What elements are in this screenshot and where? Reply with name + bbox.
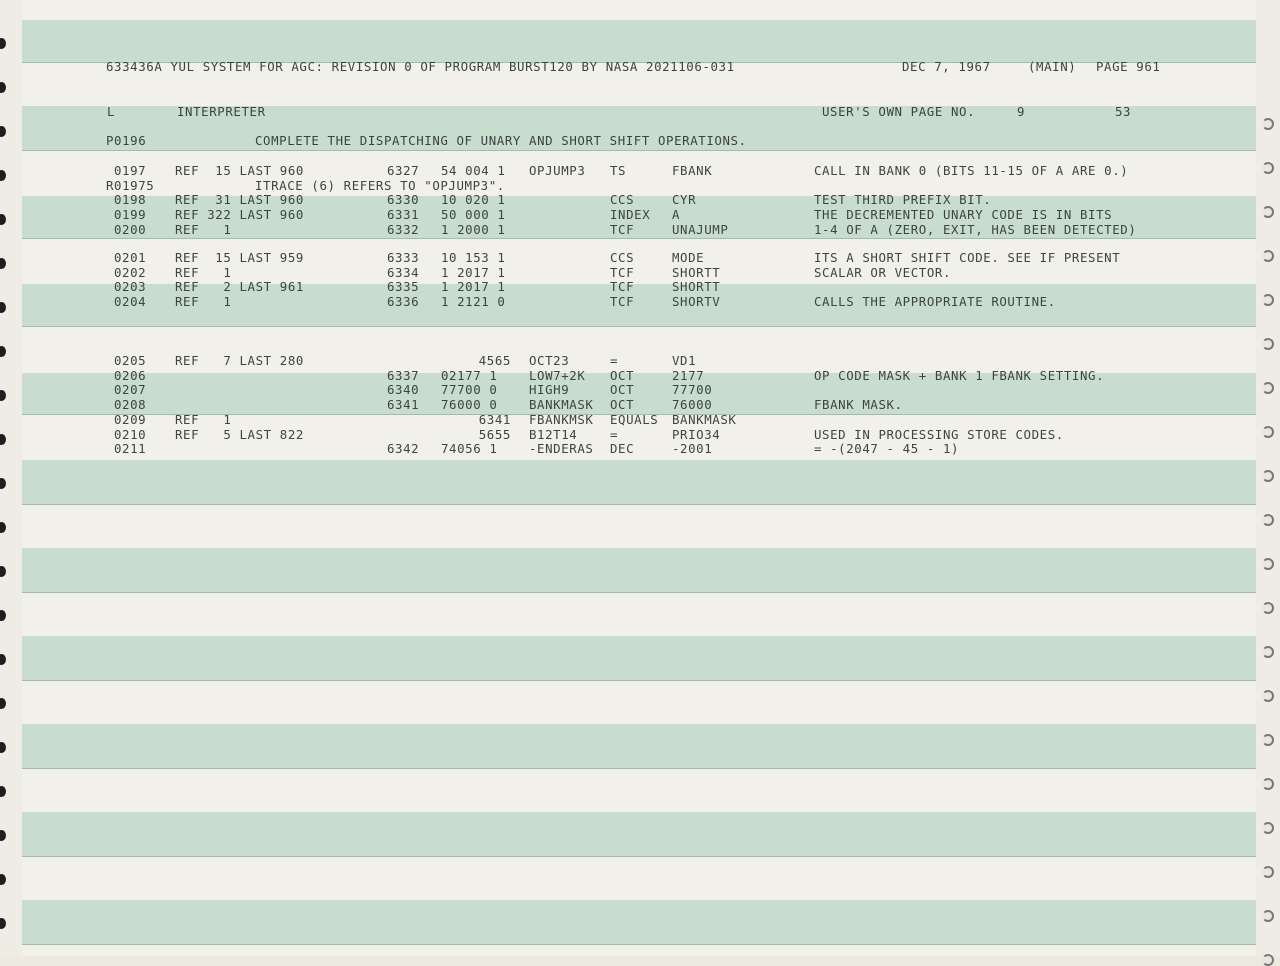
field-ref: REF 15 LAST 959: [175, 250, 304, 265]
greenbar-band: [22, 900, 1256, 944]
field-word: 1 2017 1: [441, 264, 506, 280]
field-addr: 6341: [387, 397, 420, 413]
listing-line: [22, 369, 1256, 383]
field-comment: USED IN PROCESSING STORE CODES.: [814, 426, 1064, 442]
feed-hole: [1262, 118, 1274, 130]
field-operand: MODE: [672, 250, 705, 265]
feed-hole: [0, 786, 6, 797]
line-sequence-number: 0200: [114, 221, 147, 237]
field-loc: -ENDERAS: [529, 441, 594, 457]
line-sequence-number: 0197: [114, 163, 147, 178]
field-loc: FBANKMSK: [529, 411, 594, 427]
field-op: =: [610, 426, 619, 442]
right-page-code: 53: [1115, 104, 1132, 119]
feed-hole: [1262, 162, 1274, 174]
field-op: OCT: [610, 397, 635, 413]
header-date: DEC 7, 1967: [902, 59, 991, 74]
field-word: 4565: [478, 353, 511, 368]
field-ref: REF 1: [175, 221, 232, 237]
field-loc: B12T14: [529, 426, 578, 442]
line-sequence-number: 0209: [114, 411, 147, 427]
feed-hole: [1262, 910, 1274, 922]
feed-hole: [1262, 734, 1274, 746]
field-operand: A: [672, 207, 681, 223]
field-ref: REF 7 LAST 280: [175, 353, 304, 368]
feed-hole: [1262, 250, 1274, 262]
field-comment: FBANK MASK.: [814, 397, 903, 413]
feed-hole: [0, 830, 6, 841]
field-operand: UNAJUMP: [672, 221, 729, 237]
greenbar-band: [22, 548, 1256, 592]
field-op: TCF: [610, 294, 635, 310]
feed-hole: [1262, 558, 1274, 570]
field-comment: TEST THIRD PREFIX BIT.: [814, 192, 992, 208]
field-op: TCF: [610, 279, 635, 295]
listing-line: [22, 251, 1256, 265]
listing-line: [22, 266, 1256, 280]
field-operand: SHORTV: [672, 294, 721, 310]
listing-line: [22, 179, 1256, 193]
feed-hole: [0, 522, 6, 533]
field-op: TCF: [610, 221, 635, 237]
listing-line: [22, 398, 1256, 412]
field-comment: ITS A SHORT SHIFT CODE. SEE IF PRESENT: [814, 250, 1121, 265]
feed-hole: [0, 38, 6, 49]
greenbar-band: [22, 724, 1256, 768]
listing-line: [22, 354, 1256, 368]
field-operand: SHORTT: [672, 264, 721, 280]
feed-hole: [1262, 206, 1274, 218]
greenbar-band: [22, 460, 1256, 504]
field-operand: 2177: [672, 367, 705, 383]
field-addr: 6331: [387, 207, 420, 223]
field-word: 54 004 1: [441, 163, 506, 178]
field-operand: VD1: [672, 353, 697, 368]
feed-hole: [0, 698, 6, 709]
feed-hole: [1262, 822, 1274, 834]
feed-hole: [0, 126, 6, 137]
field-addr: 6335: [387, 279, 420, 295]
field-word: 5655: [478, 426, 511, 442]
field-addr: 6336: [387, 294, 420, 310]
field-op: OCT: [610, 382, 635, 398]
page-rule-line: [22, 592, 1256, 593]
line-sequence-number: 0204: [114, 294, 147, 310]
greenbar-band: [22, 812, 1256, 856]
field-addr: 6342: [387, 441, 420, 457]
field-op: INDEX: [610, 207, 651, 223]
line-sequence-number: 0202: [114, 264, 147, 280]
feed-hole: [1262, 426, 1274, 438]
field-word: 76000 0: [441, 397, 498, 413]
field-op: CCS: [610, 250, 635, 265]
feed-hole: [0, 874, 6, 885]
header-page-number: PAGE 961: [1096, 59, 1161, 74]
field-loc: HIGH9: [529, 382, 570, 398]
field-ref: REF 31 LAST 960: [175, 192, 304, 208]
field-comment: THE DECREMENTED UNARY CODE IS IN BITS: [814, 207, 1113, 223]
field-operand: SHORTT: [672, 279, 721, 295]
field-ref: REF 15 LAST 960: [175, 163, 304, 178]
listing-line: [22, 193, 1256, 207]
header-system-line: 633436A YUL SYSTEM FOR AGC: REVISION 0 OF PROGRAM BURST120 BY NASA 2021106-031: [106, 59, 735, 74]
line-sequence-number: 0203: [114, 279, 147, 295]
page-rule-line: [22, 680, 1256, 681]
feed-hole: [0, 610, 6, 621]
feed-hole: [1262, 470, 1274, 482]
field-operand: 76000: [672, 397, 713, 413]
field-addr: 6340: [387, 382, 420, 398]
feed-hole: [0, 566, 6, 577]
left-feed-strip: [0, 0, 22, 956]
listing-line: [22, 208, 1256, 222]
field-op: OCT: [610, 367, 635, 383]
field-op: TS: [610, 163, 627, 178]
feed-hole: [0, 302, 6, 313]
feed-hole: [1262, 690, 1274, 702]
listing-line: [22, 164, 1256, 178]
line-sequence-number: 0205: [114, 353, 147, 368]
field-operand: -2001: [672, 441, 713, 457]
page-comment-id: P0196: [106, 133, 147, 148]
field-operand: CYR: [672, 192, 697, 208]
field-word: 6341: [478, 411, 511, 427]
listing-line: [22, 383, 1256, 397]
line-sequence-number: 0206: [114, 367, 147, 383]
feed-hole: [1262, 602, 1274, 614]
feed-hole: [1262, 338, 1274, 350]
line-sequence-number: 0198: [114, 192, 147, 208]
feed-hole: [0, 742, 6, 753]
listing-line: [22, 295, 1256, 309]
field-word: 1 2000 1: [441, 221, 506, 237]
field-word: 10 153 1: [441, 250, 506, 265]
header-module: (MAIN): [1028, 59, 1077, 74]
feed-hole: [0, 390, 6, 401]
page-rule-line: [22, 856, 1256, 857]
line-sequence-number: 0201: [114, 250, 147, 265]
field-op: EQUALS: [610, 411, 659, 427]
page-rule-line: [22, 504, 1256, 505]
field-ref: REF 2 LAST 961: [175, 279, 304, 295]
field-ref: REF 5 LAST 822: [175, 426, 304, 442]
field-operand: PRIO34: [672, 426, 721, 442]
feed-hole: [0, 258, 6, 269]
field-op: =: [610, 353, 619, 368]
listing-line: [22, 223, 1256, 237]
field-addr: 6330: [387, 192, 420, 208]
feed-hole: [0, 918, 6, 929]
field-word: 02177 1: [441, 367, 498, 383]
line-sequence-number: 0211: [114, 441, 147, 457]
field-ref: REF 322 LAST 960: [175, 207, 304, 223]
page-rule-line: [22, 238, 1256, 239]
feed-hole: [1262, 294, 1274, 306]
listing-line: [22, 428, 1256, 442]
field-comment: 1-4 OF A (ZERO, EXIT, HAS BEEN DETECTED): [814, 221, 1137, 237]
field-operand: FBANK: [672, 163, 713, 178]
field-loc: OPJUMP3: [529, 163, 586, 178]
line-sequence-number: R01975: [106, 177, 155, 193]
section-title: INTERPRETER: [177, 104, 266, 119]
feed-hole: [0, 214, 6, 225]
field-addr: 6327: [387, 163, 420, 178]
field-word: 1 2017 1: [441, 279, 506, 295]
feed-hole: [0, 82, 6, 93]
field-comment: SCALAR OR VECTOR.: [814, 264, 952, 280]
page-rule-line: [22, 944, 1256, 945]
field-loc: OCT23: [529, 353, 570, 368]
users-page-label: USER'S OWN PAGE NO.: [822, 104, 976, 119]
line-sequence-number: 0208: [114, 397, 147, 413]
trace-note: ITRACE (6) REFERS TO "OPJUMP3".: [255, 177, 505, 193]
field-operand: 77700: [672, 382, 713, 398]
feed-hole: [1262, 778, 1274, 790]
field-word: 10 020 1: [441, 192, 506, 208]
field-loc: LOW7+2K: [529, 367, 586, 383]
listing-line: [22, 413, 1256, 427]
field-comment: CALLS THE APPROPRIATE ROUTINE.: [814, 294, 1056, 310]
line-sequence-number: 0199: [114, 207, 147, 223]
field-op: DEC: [610, 441, 635, 457]
field-addr: 6334: [387, 264, 420, 280]
feed-hole: [1262, 866, 1274, 878]
feed-hole: [0, 654, 6, 665]
right-feed-strip: [1256, 0, 1280, 956]
feed-hole: [0, 346, 6, 357]
field-loc: BANKMASK: [529, 397, 594, 413]
page-rule-line: [22, 326, 1256, 327]
line-sequence-number: 0207: [114, 382, 147, 398]
users-page-number: 9: [1017, 104, 1026, 119]
field-word: 74056 1: [441, 441, 498, 457]
listing-line: [22, 442, 1256, 456]
feed-hole: [0, 170, 6, 181]
feed-hole: [1262, 646, 1274, 658]
field-ref: REF 1: [175, 411, 232, 427]
field-ref: REF 1: [175, 294, 232, 310]
field-op: CCS: [610, 192, 635, 208]
page-rule-line: [22, 768, 1256, 769]
field-addr: 6337: [387, 367, 420, 383]
feed-hole: [0, 434, 6, 445]
field-ref: REF 1: [175, 264, 232, 280]
page-rule-line: [22, 150, 1256, 151]
greenbar-band: [22, 20, 1256, 62]
field-op: TCF: [610, 264, 635, 280]
field-addr: 6333: [387, 250, 420, 265]
field-word: 50 000 1: [441, 207, 506, 223]
printout-page: [22, 0, 1256, 956]
line-sequence-number: 0210: [114, 426, 147, 442]
field-comment: = -(2047 - 45 - 1): [814, 441, 960, 457]
field-addr: 6332: [387, 221, 420, 237]
field-comment: CALL IN BANK 0 (BITS 11-15 OF A ARE 0.): [814, 163, 1129, 178]
feed-hole: [1262, 382, 1274, 394]
page-comment-text: COMPLETE THE DISPATCHING OF UNARY AND SHORT SHIFT OPERATIONS.: [255, 133, 747, 148]
feed-hole: [0, 478, 6, 489]
field-comment: OP CODE MASK + BANK 1 FBANK SETTING.: [814, 367, 1105, 383]
listing-line: [22, 280, 1256, 294]
feed-hole: [1262, 514, 1274, 526]
field-operand: BANKMASK: [672, 411, 737, 427]
greenbar-band: [22, 636, 1256, 680]
field-word: 1 2121 0: [441, 294, 506, 310]
log-section-letter: L: [107, 104, 116, 119]
field-word: 77700 0: [441, 382, 498, 398]
